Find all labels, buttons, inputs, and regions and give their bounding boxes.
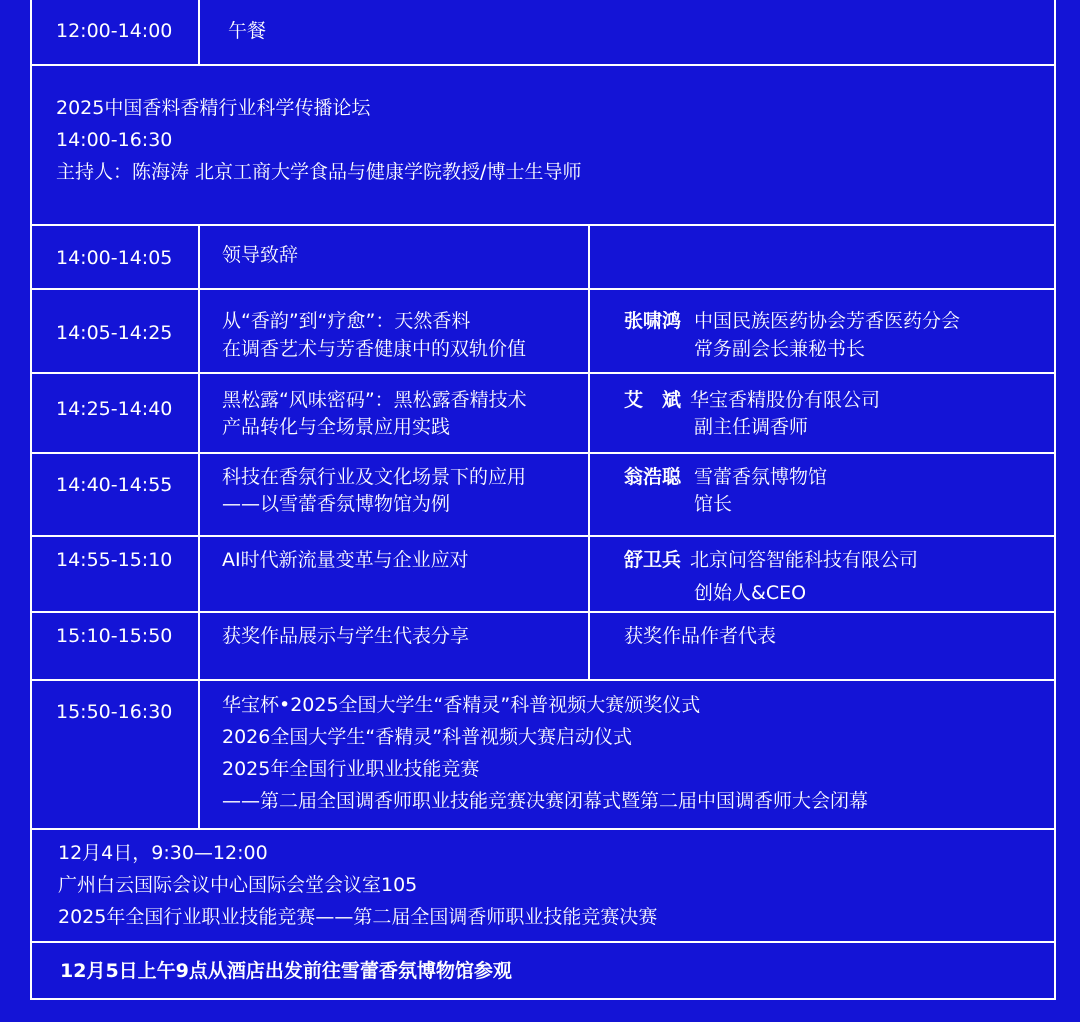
column-divider-speaker xyxy=(588,224,590,681)
row-divider xyxy=(30,372,1056,374)
forum-time: 14:00-16:30 xyxy=(56,129,173,151)
lunch-time: 12:00-14:00 xyxy=(56,20,173,42)
ceremony-line: 2025年全国行业职业技能竞赛 xyxy=(222,758,480,780)
column-divider-time xyxy=(198,224,200,830)
row-divider xyxy=(30,535,1056,537)
day5-note: 12月5日上午9点从酒店出发前往雪蕾香氛博物馆参观 xyxy=(60,960,512,982)
ceremony-items xyxy=(222,689,868,817)
speaker-title: 副主任调香师 xyxy=(694,416,809,438)
lunch-label: 午餐 xyxy=(228,20,267,42)
row-divider xyxy=(30,64,1056,66)
column-divider-time xyxy=(198,0,200,64)
row-time: 14:00-14:05 xyxy=(56,247,173,269)
day4-line: 12月4日，9:30—12:00 xyxy=(58,842,268,864)
row-topic: 领导致辞 xyxy=(222,244,299,266)
row-time: 15:10-15:50 xyxy=(56,625,173,647)
day4-line: 广州白云国际会议中心国际会堂会议室105 xyxy=(58,874,418,896)
row-time: 14:25-14:40 xyxy=(56,398,173,420)
ceremony-time: 15:50-16:30 xyxy=(56,701,173,723)
row-time: 14:40-14:55 xyxy=(56,474,173,496)
forum-info xyxy=(56,92,581,188)
speaker-org: 雪蕾香氛博物馆 xyxy=(694,466,828,488)
forum-title: 2025中国香料香精行业科学传播论坛 xyxy=(56,97,371,119)
speaker-title: 常务副会长兼秘书长 xyxy=(694,338,866,360)
row-divider xyxy=(30,288,1056,290)
speaker-org: 华宝香精股份有限公司 xyxy=(690,389,881,411)
row-divider xyxy=(30,679,1056,681)
ceremony-line: ——第二届全国调香师职业技能竞赛决赛闭幕式暨第二届中国调香师大会闭幕 xyxy=(222,790,869,812)
row-divider xyxy=(30,224,1056,226)
ceremony-line: 2026全国大学生“香精灵”科普视频大赛启动仪式 xyxy=(222,726,633,748)
speaker-title: 创始人&CEO xyxy=(694,582,807,604)
row-topic: 产品转化与全场景应用实践 xyxy=(222,416,451,438)
row-topic: 科技在香氛行业及文化场景下的应用 xyxy=(222,466,527,488)
row-topic: ——以雪蕾香氛博物馆为例 xyxy=(222,493,451,515)
speaker-name: 张啸鸿 xyxy=(624,310,682,332)
row-time: 14:05-14:25 xyxy=(56,322,173,344)
row-topic: AI时代新流量变革与企业应对 xyxy=(222,549,469,571)
speaker-org: 中国民族医药协会芳香医药分会 xyxy=(694,310,961,332)
speaker-name: 翁浩聪 xyxy=(624,466,682,488)
row-topic: 黑松露“风味密码”：黑松露香精技术 xyxy=(222,389,527,411)
row-time: 14:55-15:10 xyxy=(56,549,173,571)
ceremony-line: 华宝杯•2025全国大学生“香精灵”科普视频大赛颁奖仪式 xyxy=(222,694,701,716)
speaker-name: 舒卫兵 xyxy=(624,549,682,571)
speaker-title: 馆长 xyxy=(694,493,733,515)
day4-line: 2025年全国行业职业技能竞赛——第二届全国调香师职业技能竞赛决赛 xyxy=(58,906,658,928)
row-divider xyxy=(30,941,1056,943)
row-divider xyxy=(30,828,1056,830)
day4-info xyxy=(58,837,657,933)
row-topic: 获奖作品展示与学生代表分享 xyxy=(222,625,470,647)
row-topic: 从“香韵”到“疗愈”：天然香料 xyxy=(222,310,471,332)
forum-host: 主持人：陈海涛 北京工商大学食品与健康学院教授/博士生导师 xyxy=(56,161,582,183)
speaker-org: 获奖作品作者代表 xyxy=(624,625,777,647)
row-topic: 在调香艺术与芳香健康中的双轨价值 xyxy=(222,338,527,360)
speaker-org: 北京问答智能科技有限公司 xyxy=(690,549,919,571)
row-divider xyxy=(30,611,1056,613)
row-divider xyxy=(30,452,1056,454)
speaker-name: 艾 斌 xyxy=(624,389,682,411)
